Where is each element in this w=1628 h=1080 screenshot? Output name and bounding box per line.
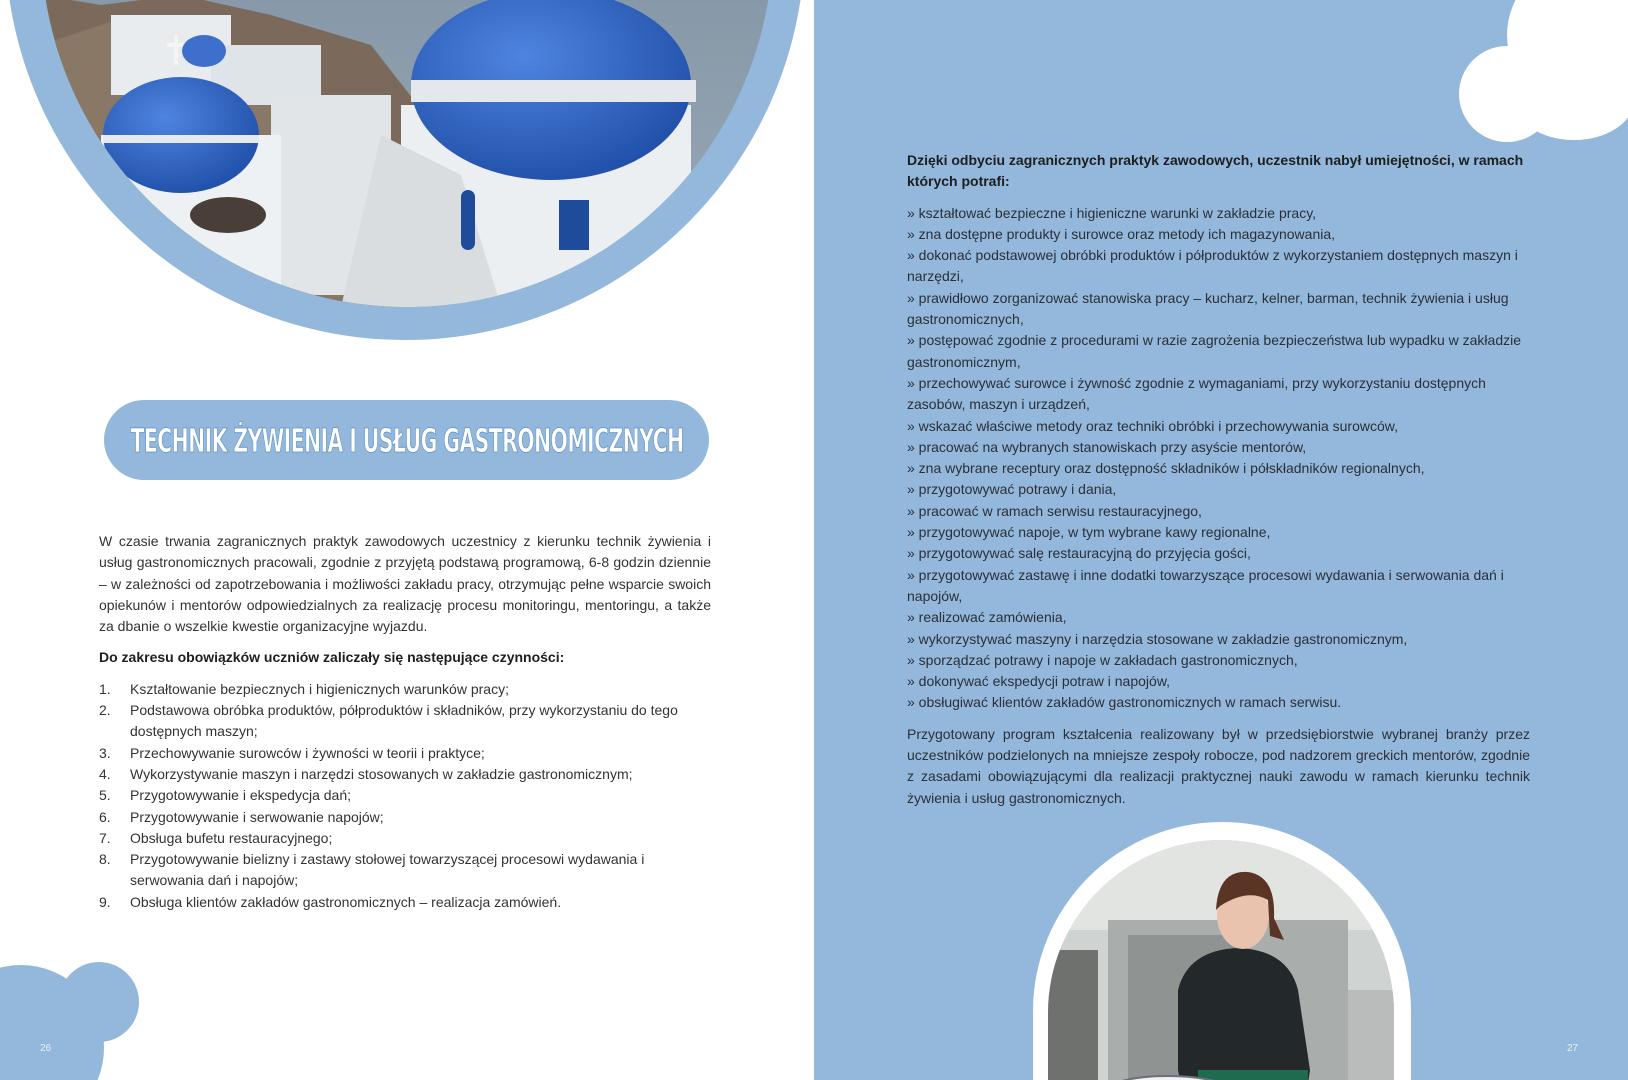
list-item (99, 807, 711, 828)
list-item: » realizować zamówienia, (907, 609, 1067, 626)
cloud-decoration (59, 962, 139, 1042)
item-number: 9. (99, 893, 111, 910)
list-item: » pracować na wybranych stanowiskach przy asyście mentorów, (907, 438, 1307, 455)
item-text: Przechowywanie surowców i żywności w teorii i praktyce; (130, 744, 485, 761)
list-item: » wykorzystywać maszyny i narzędzia stosowane w zakładzie gastronomicznym, (907, 630, 1408, 647)
section-title-banner (104, 400, 709, 480)
right-page (814, 0, 1628, 1080)
list-item: » dokonać podstawowej obróbki produktów i półproduktów z wykorzystaniem dostępnych maszyn i narzędzi, (907, 247, 1518, 285)
item-text: Przygotowywanie bielizny i zastawy stołowej towarzyszącej procesowi wydawania i serwowania dań i napojów; (130, 851, 645, 889)
list-item (99, 828, 711, 849)
item-text: Przygotowywanie i serwowanie napojów; (130, 808, 384, 825)
page-number: 27 (1567, 1043, 1579, 1054)
list-item: » przechowywać surowce i żywność zgodnie z wymaganiami, przy wykorzystaniu dostępnych zasobów, maszyn i urządzeń, (907, 374, 1486, 413)
list-item: » zna wybrane receptury oraz dostępność składników i półskładników regionalnych, (907, 460, 1425, 477)
list-item: » przygotowywać zastawę i inne dodatki towarzyszące procesowi wydawania i serwowania dań i napojów, (907, 566, 1504, 604)
list-item (99, 764, 711, 785)
list-item (99, 679, 711, 700)
item-number: 2. (99, 702, 111, 719)
item-number: 8. (99, 851, 111, 868)
item-text: Podstawowa obróbka produktów, półproduktów i składników, przy wykorzystaniu do tego dostępnych maszyn; (130, 702, 678, 740)
list-item: » dokonywać ekspedycji potraw i napojów, (907, 673, 1171, 690)
intro-paragraph: W czasie trwania zagranicznych praktyk zawodowych uczestnicy z kierunku technik żywienia i usług gastronomicznych pracowali, zgodnie z przyjętą podstawą programową, 6-8 godzin dziennie – w zależności od zapotrzebowania i możliwości zakładu pracy, otrzymując pełne wsparcie swoich opiekunów i mentorów odpowiedzialnych za realizację procesu monitoringu, mentoringu, a także za dbanie o wszelkie kwestie organizacyjne wyjazdu. (99, 533, 711, 635)
list-item (99, 849, 711, 892)
item-text: Obsługa klientów zakładów gastronomicznych – realizacja zamówień. (130, 893, 562, 910)
santorini-domes-photo (41, 0, 773, 307)
item-number: 1. (99, 680, 111, 697)
item-number: 5. (99, 787, 111, 804)
skills-heading: Dzięki odbyciu zagranicznych praktyk zawodowych, uczestnik nabył umiejętności, w ramach których potrafi: (907, 152, 1524, 190)
left-body (99, 531, 711, 913)
list-item (99, 785, 711, 806)
list-item: » sporządzać potrawy i napoje w zakładach gastronomicznych, (907, 651, 1298, 668)
item-number: 3. (99, 744, 111, 761)
duties-heading: Do zakresu obowiązków uczniów zaliczały się następujące czynności: (99, 649, 565, 666)
item-number: 7. (99, 829, 111, 846)
item-text: Wykorzystywanie maszyn i narzędzi stosowanych w zakładzie gastronomicznym; (130, 765, 633, 782)
list-item: » kształtować bezpieczne i higieniczne warunki w zakładzie pracy, (907, 204, 1317, 221)
closing-paragraph: Przygotowany program kształcenia realizowany był w przedsiębiorstwie wybranej branży przez uczestników podzielonych na mniejsze zespoły robocze, pod nadzorem greckich mentorów, zgodnie z zasadami obowiązującymi dla realizacji praktycznej nauki zawodu w ramach kierunku technik żywienia i usług gastronomicznych. (907, 725, 1530, 806)
item-text: Przygotowywanie i ekspedycja dań; (130, 787, 352, 804)
list-item: » prawidłowo zorganizować stanowiska pracy – kucharz, kelner, barman, technik żywienia i usług gastronomicznych, (907, 289, 1509, 328)
item-text: Kształtowanie bezpiecznych i higienicznych warunków pracy; (130, 680, 509, 697)
page-number: 26 (40, 1043, 52, 1054)
list-item (99, 892, 711, 913)
skills-list (907, 203, 1530, 714)
item-number: 4. (99, 765, 111, 782)
right-body (907, 150, 1530, 809)
list-item: » obsługiwać klientów zakładów gastronomicznych w ramach serwisu. (907, 694, 1342, 711)
list-item (99, 700, 711, 743)
list-item: » pracować w ramach serwisu restauracyjnego, (907, 502, 1202, 519)
list-item: » przygotowywać potrawy i dania, (907, 481, 1117, 498)
list-item (99, 743, 711, 764)
list-item: » wskazać właściwe metody oraz techniki obróbki i przechowywania surowców, (907, 417, 1398, 434)
list-item: » postępować zgodnie z procedurami w razie zagrożenia bezpieczeństwa lub wypadku w zakładzie gastronomicznym, (907, 332, 1522, 370)
cloud-decoration (1514, 60, 1628, 140)
duties-list (99, 679, 711, 913)
item-text: Obsługa bufetu restauracyjnego; (130, 829, 333, 846)
item-number: 6. (99, 808, 111, 825)
list-item: » zna dostępne produkty i surowce oraz metody ich magazynowania, (907, 225, 1336, 242)
section-title: TECHNIK ŻYWIENIA I USŁUG GASTRONOMICZNYCH (129, 420, 684, 460)
list-item: » przygotowywać salę restauracyjną do przyjęcia gości, (907, 545, 1251, 562)
list-item: » przygotowywać napoje, w tym wybrane kawy regionalne, (907, 524, 1271, 541)
